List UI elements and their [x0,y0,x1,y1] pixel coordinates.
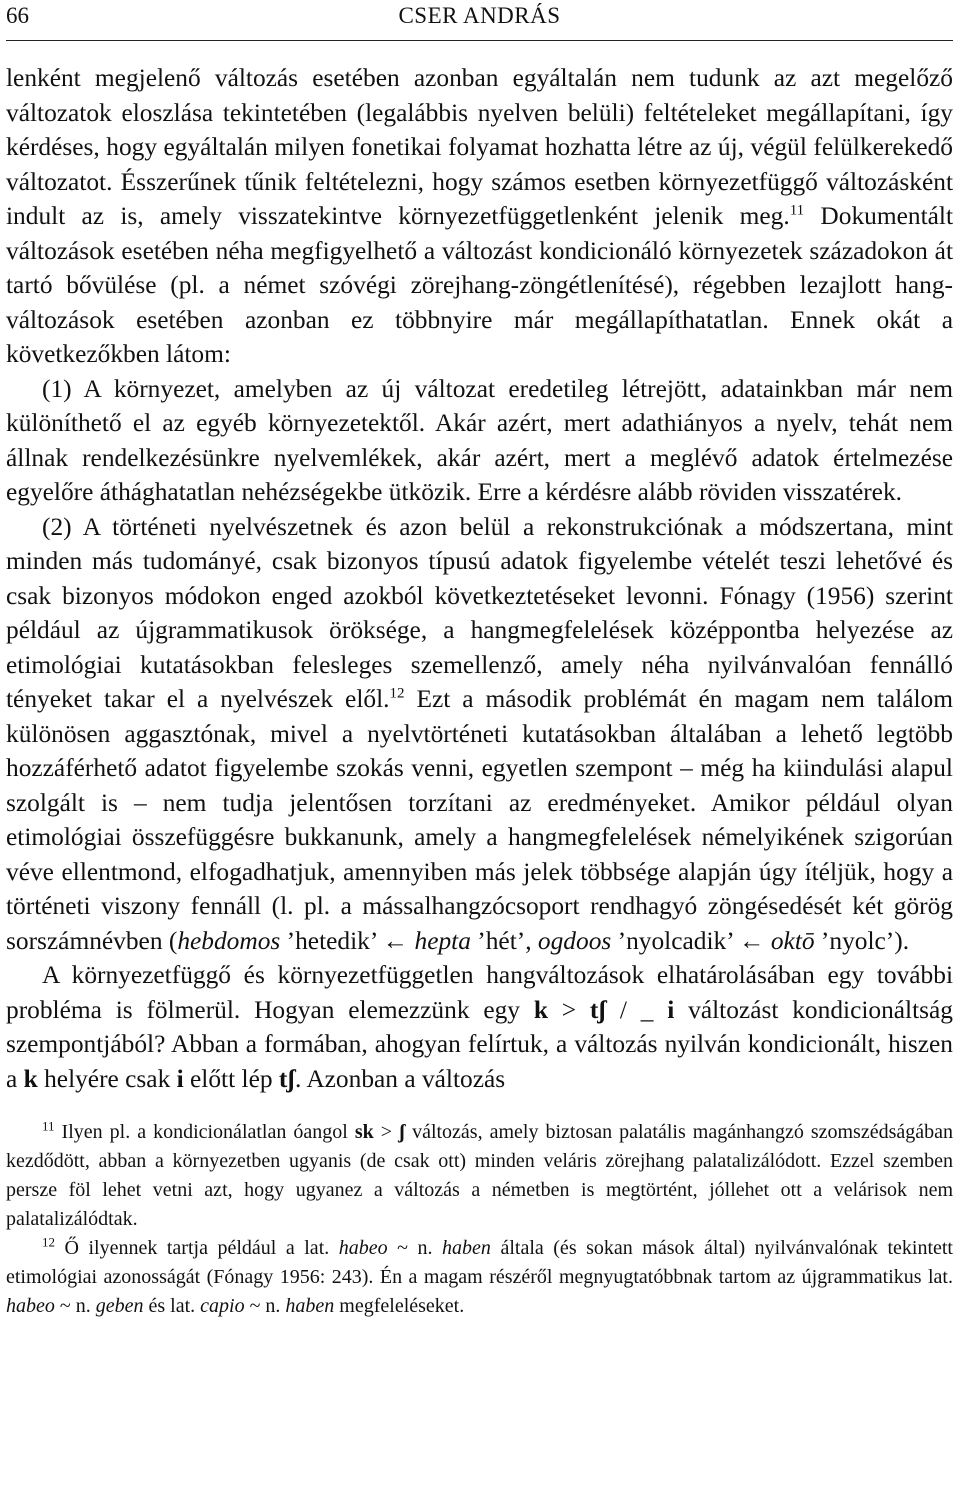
phoneme-tsh: tʃ [589,995,607,1024]
greek-word-hebdomos: hebdomos [177,926,281,955]
paragraph-4-text-e: . Azonban a változás [295,1064,506,1093]
paragraph-1 [6,61,953,372]
footnote-12-text-g: megfeleléseket. [334,1295,465,1317]
phoneme-tsh-2: tʃ [278,1064,296,1093]
paragraph-3-text-a: (2) A történeti nyelvészetnek és azon belül a rekonstrukciónak a módszertana, mint minden más tudományé, csak bizonyos típusú adatok figyelembe vételét teszi lehetővé és csak bizonyos módokon enged azokból következtetéseket levonni. Fónagy (1956) szerint például az újgrammatikusok öröksége, a hangmegfelelések középpontba helyezése az etimológiai kutatásokban felesleges szemellenző, amely néha nyilvánvalóan fennálló tényeket takar el a nyelvészek elől. [6,512,953,713]
german-word-haben-2: haben [285,1295,335,1317]
phoneme-i: i [667,995,675,1024]
paragraph-3 [6,510,953,959]
footnote-ref-11: 11 [789,202,805,219]
paragraph-1-text-a: lenként megjelenő változás esetében azonban egyáltalán nem tudunk az azt megelőző változatok eloszlása tekintetében (legalábbis nyelven belüli) feltételeket megállapítani, így kérdéses, hogy egyáltalán milyen fonetikai folyamat hozhatta létre az új, végül felülkerekedő változatot. Ésszerűnek tűnik feltételezni, hogy számos esetben környezetfüggő változásként indult az is, amely visszatekintve környezetfüggetlenként jelenik meg. [6,64,953,230]
phoneme-sh: ʃ [399,1121,406,1143]
footnote-11 [6,1118,953,1234]
phoneme-i-2: i [176,1064,184,1093]
running-header [6,0,953,41]
gloss-hetedik: ’hetedik’ ← [280,926,415,955]
footnote-12-number: 12 [42,1234,55,1250]
footnote-11-number: 11 [42,1118,55,1134]
gloss-het: ’hét’, [470,926,538,955]
phoneme-k: k [533,995,548,1024]
paragraph-4-text-c: helyére csak [37,1064,177,1093]
greek-word-ogdoos: ogdoos [537,926,612,955]
main-text [6,61,953,1096]
footnote-12-text-d: ~ n. [54,1295,96,1317]
paragraph-4-text-d: előtt lép [183,1064,279,1093]
footnote-11-text-b: változás, amely biztosan palatális magánhangzó szomszédságában kezdődött, abban a környezetben ugyanis (de csak ott) minden veláris zörejhang palatalizálódott. Ezzel szemben persze föl lehet vetni azt, hogy ugyanez a változás a németben is megtörtént, jóllehet ott a velárisok nem palatalizálódtak. [6,1121,954,1230]
page-number: 66 [6,3,29,28]
footnote-12-text-e: és lat. [143,1295,201,1317]
footnote-ref-12: 12 [389,685,405,702]
rule-arrow: > [547,995,590,1024]
footnote-12-text-c: általa (és sokan mások által) nyilvánvalónak tekintett etimológiai azonosságát (Fónagy 1956: 243). Én a magam részéről megnyugtatóbbnak tartom az újgrammatikus lat. [6,1237,953,1288]
gloss-nyolcadik: ’nyolcadik’ ← [611,926,771,955]
cluster-sk: sk [354,1121,374,1143]
greek-word-hepta: hepta [414,926,471,955]
paragraph-3-text-b: Ezt a második problémát én magam nem találom különösen aggasztónak, mivel a nyelvtörténeti kutatásokban általában a lehető legtöbb hozzáférhető adatot figyelembe szokás venni, egyetlen szempont – még ha kiindulási alapul szolgált is – nem tudja jelentősen torzítani az eredményeket. Amikor például olyan etimológiai összefüggésre bukkanunk, amely a hangmegfelelések némelyikének szigorúan véve ellentmond, elfogadhatjuk, amennyiben más jelek többsége alapján úgy ítéljük, hogy a történeti viszony fennáll (l. pl. a mássalhangzócsoport rendhagyó zöngésedését két görög sorszámnévben ( [6,685,953,955]
paragraph-4-text-a: A környezetfüggő és környezetfüggetlen hangváltozások elhatárolásában egy további probléma is fölmerül. Hogyan elemezzünk egy [6,961,953,1024]
gloss-nyolc: ’nyolc’). [814,926,910,955]
greek-word-okto: oktō [770,926,815,955]
footnote-12-text-b: ~ n. [387,1237,443,1259]
footnote-12-text-a: Ő ilyennek tartja például a lat. [55,1237,339,1259]
paragraph-4-text-b: változást kondicionáltság szempontjából? Abban a formában, ahogyan felírtuk, a változás nyilván kondicionált, hiszen a [6,995,954,1093]
footnote-11-text-a: Ilyen pl. a kondicionálatlan óangol [54,1121,355,1143]
footnote-11-arrow: > [373,1121,400,1143]
rule-environment: / _ [606,995,668,1024]
latin-word-habeo-2: habeo [6,1295,55,1317]
running-title: CSER ANDRÁS [398,3,561,28]
german-word-geben: geben [95,1295,144,1317]
footnote-12 [6,1234,953,1321]
phoneme-k-2: k [23,1064,38,1093]
footnote-12-text-f: ~ n. [244,1295,286,1317]
paragraph-4 [6,958,953,1096]
paragraph-2-text: (1) A környezet, amelyben az új változat eredetileg létrejött, adatainkban már nem különíthető el az egyéb környezetektől. Akár azért, mert adathiányos a nyelv, tehát nem állnak rendelkezésünkre nyelvemlékek, akár azért, mert a meglévő adatok értelmezése egyelőre áthághatatlan nehézségekbe ütközik. Erre a kérdésre alább röviden visszatérek. [6,374,953,506]
latin-word-capio: capio [200,1295,245,1317]
paragraph-2 [6,372,953,510]
paragraph-1-text-b: Dokumentált változások esetében néha megfigyelhető a változást kondicionáló környezetek századokon át tartó bővülése (pl. a német szóvégi zörejhang-zöngétlenítésé), régebben lezajlott hangváltozások esetében azonban ez többnyire már megállapíthatatlan. Ennek okát a következőkben látom: [6,202,953,368]
footnotes [6,1118,953,1321]
latin-word-habeo: habeo [338,1237,388,1259]
german-word-haben: haben [442,1237,491,1259]
